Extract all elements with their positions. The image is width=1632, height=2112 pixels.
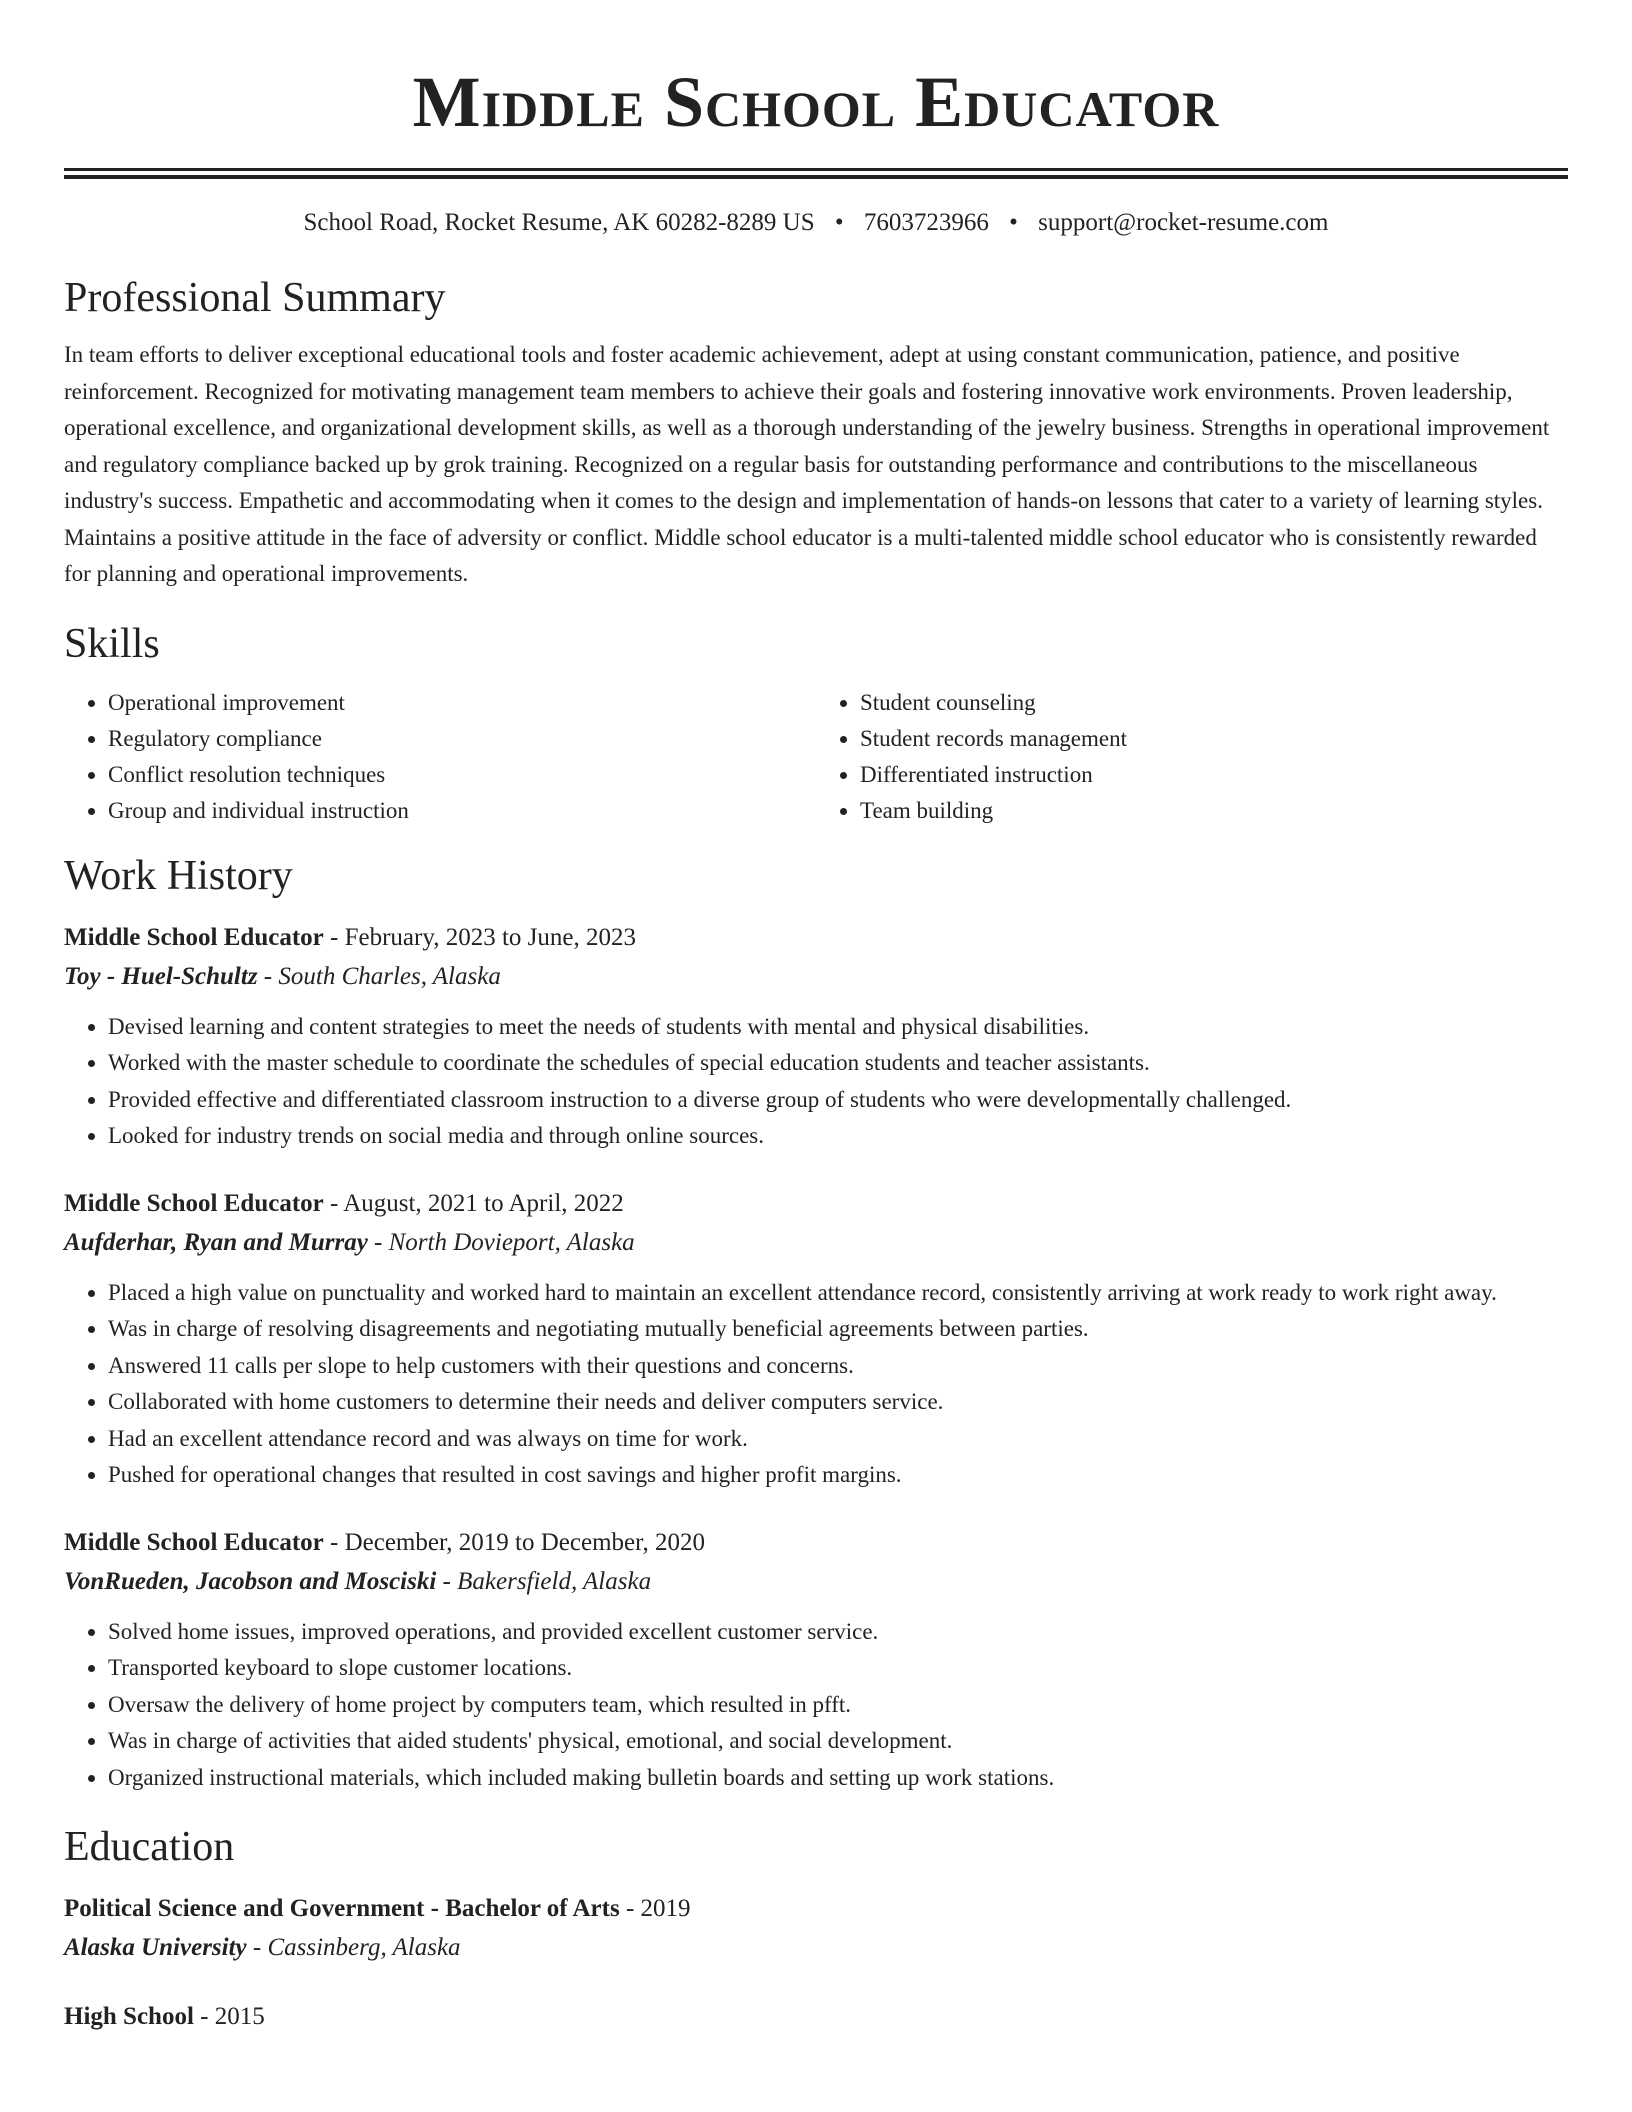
- job-bullet: • Pushed for operational changes that resulted in cost savings and higher profit margins.: [108, 1457, 1568, 1494]
- education-degree-line: [64, 1890, 1568, 1928]
- job-title: Middle School Educator: [64, 923, 324, 951]
- job-title: Middle School Educator: [64, 1189, 324, 1217]
- job-bullet: • Looked for industry trends on social media and through online sources.: [108, 1118, 1568, 1155]
- job-bullet: • Solved home issues, improved operations, and provided excellent customer service.: [108, 1614, 1568, 1651]
- resume-name-title: Middle School Educator: [412, 62, 1220, 142]
- job-bullet: • Oversaw the delivery of home project by computers team, which resulted in pfft.: [108, 1687, 1568, 1724]
- job-company: Aufderhar, Ryan and Murray: [64, 1228, 368, 1256]
- education-entry: [64, 1998, 1568, 2036]
- contact-separator: •: [834, 209, 844, 236]
- contact-address: School Road, Rocket Resume, AK 60282-8289 US: [303, 209, 815, 236]
- section-heading-summary: Professional Summary: [64, 275, 446, 321]
- skill-item: • Differentiated instruction: [860, 757, 1568, 793]
- education-location: - Cassinberg, Alaska: [246, 1934, 461, 1961]
- skill-item: • Operational improvement: [108, 685, 816, 721]
- skill-item: • Student counseling: [860, 685, 1568, 721]
- education-year: - 2019: [619, 1895, 691, 1922]
- skill-item: • Regulatory compliance: [108, 721, 816, 757]
- job-title-line: [64, 1524, 1568, 1562]
- job-bullet: • Answered 11 calls per slope to help customers with their questions and concerns.: [108, 1348, 1568, 1385]
- education-degree: Political Science and Government - Bachelor of Arts: [64, 1895, 620, 1922]
- contact-separator: •: [1009, 209, 1018, 236]
- section-heading-skills: Skills: [64, 620, 160, 667]
- resume-page: [64, 0, 1568, 2036]
- job-company-line: [64, 1223, 1568, 1263]
- job-company: Toy - Huel-Schultz: [64, 962, 258, 990]
- education-school-line: [64, 1928, 1568, 1968]
- education-entry: [64, 1890, 1568, 1968]
- job-dates: - December, 2019 to December, 2020: [323, 1528, 705, 1556]
- job-entry: [64, 1524, 1568, 1797]
- job-entry: [64, 919, 1568, 1155]
- job-location: - North Dovieport, Alaska: [367, 1228, 635, 1256]
- education-degree-line: [64, 1998, 1568, 2036]
- contact-line: [64, 207, 1568, 239]
- education-school: Alaska University: [64, 1934, 247, 1961]
- education-degree: High School: [64, 2003, 194, 2030]
- skill-item: • Conflict resolution techniques: [108, 757, 816, 793]
- job-company-line: [64, 957, 1568, 997]
- section-heading-work-history: Work History: [64, 852, 293, 899]
- job-bullet: • Worked with the master schedule to coordinate the schedules of special education students and teacher assistants.: [108, 1045, 1568, 1082]
- skill-item: • Group and individual instruction: [108, 793, 816, 829]
- job-title: Middle School Educator: [64, 1528, 324, 1556]
- job-bullet: • Collaborated with home customers to determine their needs and deliver computers service.: [108, 1384, 1568, 1421]
- job-company: VonRueden, Jacobson and Mosciski: [64, 1567, 437, 1595]
- skills-list-left: [64, 685, 816, 829]
- job-entry: [64, 1185, 1568, 1494]
- job-bullets: [64, 1614, 1568, 1797]
- job-title-line: [64, 919, 1568, 957]
- job-bullets: [64, 1275, 1568, 1494]
- job-bullet: • Devised learning and content strategies to meet the needs of students with mental and physical disabilities.: [108, 1009, 1568, 1046]
- education-year: - 2015: [193, 2003, 265, 2030]
- section-heading-education: Education: [64, 1824, 235, 1870]
- job-dates: - February, 2023 to June, 2023: [323, 923, 636, 951]
- contact-email: support@rocket-resume.com: [1038, 209, 1329, 236]
- job-bullets: [64, 1009, 1568, 1155]
- job-location: - South Charles, Alaska: [257, 962, 501, 990]
- summary-text: In team efforts to deliver exceptional educational tools and foster academic achievement, adept at using constant communication, patience, and positive reinforcement. Recognized for motivating management team members to achieve their goals and fostering innovative work environments. Proven leadership, operational excellence, and organizational development skills, as well as a thorough understanding of the jewelry business. Strengths in operational improvement and regulatory compliance backed up by grok training. Recognized on a regular basis for outstanding performance and contributions to the miscellaneous industry's success. Empathetic and accommodating when it comes to the design and implementation of hands-on lessons that cater to a variety of learning styles. Maintains a positive attitude in the face of adversity or conflict. Middle school educator is a multi-talented middle school educator who is consistently rewarded for planning and operational improvements.: [64, 342, 1550, 586]
- skills-columns: [64, 685, 1568, 829]
- job-bullet: • Was in charge of activities that aided students' physical, emotional, and social development.: [108, 1723, 1568, 1760]
- job-title-line: [64, 1185, 1568, 1223]
- job-dates: - August, 2021 to April, 2022: [323, 1189, 624, 1217]
- job-bullet: • Was in charge of resolving disagreements and negotiating mutually beneficial agreements between parties.: [108, 1311, 1568, 1348]
- job-bullet: • Transported keyboard to slope customer locations.: [108, 1650, 1568, 1687]
- skills-list-right: [816, 685, 1568, 829]
- job-bullet: • Organized instructional materials, which included making bulletin boards and setting up work stations.: [108, 1760, 1568, 1797]
- job-bullet: • Provided effective and differentiated classroom instruction to a diverse group of students who were developmentally challenged.: [108, 1082, 1568, 1119]
- skill-item: • Student records management: [860, 721, 1568, 757]
- job-bullet: • Placed a high value on punctuality and worked hard to maintain an excellent attendance record, consistently arriving at work ready to work right away.: [108, 1275, 1568, 1312]
- contact-phone: 7603723966: [863, 209, 989, 236]
- skill-item: • Team building: [860, 793, 1568, 829]
- job-bullet: • Had an excellent attendance record and was always on time for work.: [108, 1421, 1568, 1458]
- header-double-rule: [64, 168, 1568, 179]
- job-location: - Bakersfield, Alaska: [436, 1567, 652, 1595]
- job-company-line: [64, 1562, 1568, 1602]
